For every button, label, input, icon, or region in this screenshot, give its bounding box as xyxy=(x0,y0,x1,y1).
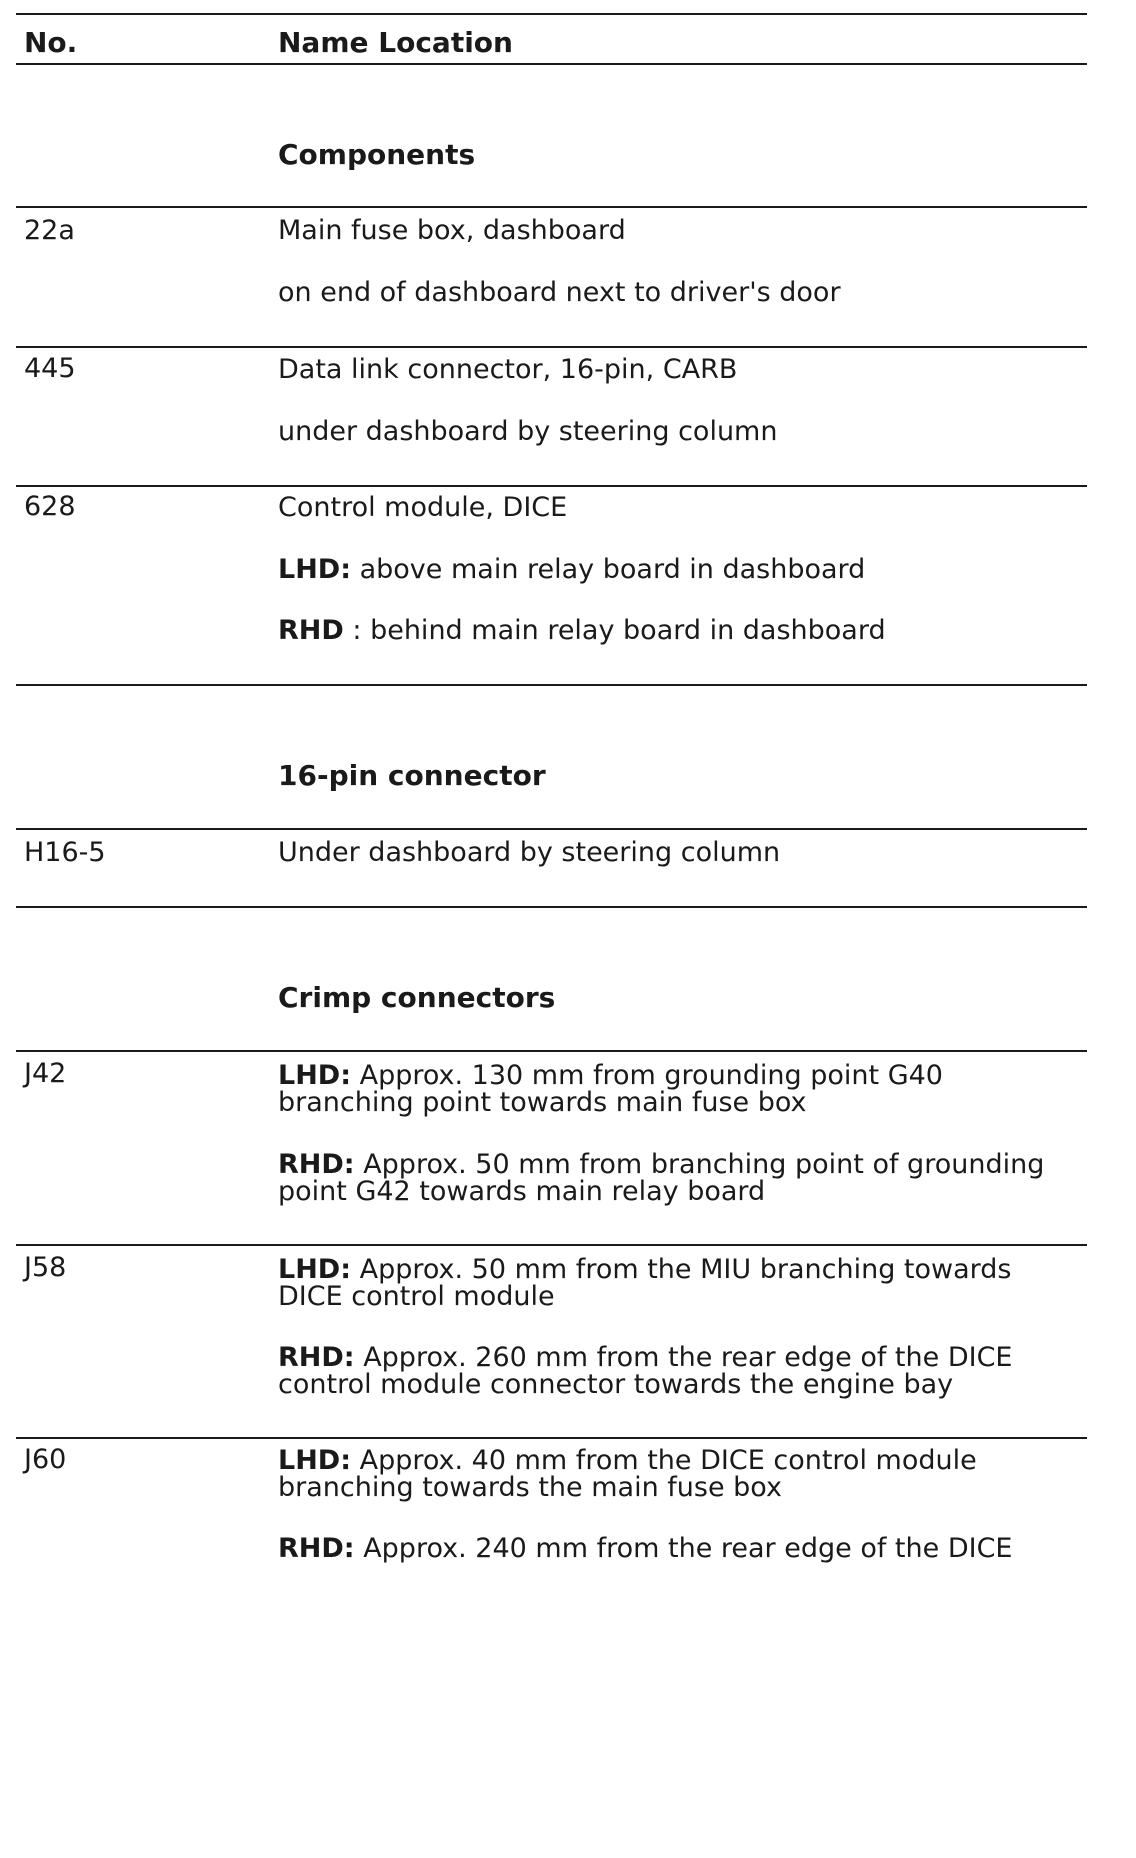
lhd-label: LHD: xyxy=(278,1445,352,1476)
row-location-rhd-cont: control module connector towards the engine bay xyxy=(278,1369,954,1400)
row-location-rhd xyxy=(278,1532,1012,1565)
header-top-rule xyxy=(16,13,1087,15)
row-rule xyxy=(16,206,1087,208)
row-rule xyxy=(16,1050,1087,1052)
col-header-no: No. xyxy=(24,26,78,59)
row-name: Control module, DICE xyxy=(278,492,568,523)
lhd-label: LHD: xyxy=(278,1060,352,1091)
row-location-rhd xyxy=(278,614,886,647)
lhd-text: Approx. 130 mm from grounding point G40 xyxy=(351,1060,943,1091)
row-number: 445 xyxy=(24,353,76,384)
row-number: H16-5 xyxy=(24,837,106,868)
lhd-text: above main relay board in dashboard xyxy=(351,554,866,585)
row-rule xyxy=(16,684,1087,686)
row-location-lhd-cont: DICE control module xyxy=(278,1281,555,1312)
row-location-lhd-cont: branching towards the main fuse box xyxy=(278,1472,782,1503)
rhd-label: RHD: xyxy=(278,1342,355,1373)
row-rule xyxy=(16,828,1087,830)
rhd-text: : behind main relay board in dashboard xyxy=(343,615,886,646)
rhd-text: Approx. 240 mm from the rear edge of the DICE xyxy=(354,1533,1013,1564)
row-location: Under dashboard by steering column xyxy=(278,837,781,868)
row-rule xyxy=(16,1244,1087,1246)
row-location: on end of dashboard next to driver's door xyxy=(278,277,841,308)
row-number: J42 xyxy=(24,1058,67,1089)
header-bottom-rule xyxy=(16,63,1087,65)
row-name: Data link connector, 16-pin, CARB xyxy=(278,354,738,385)
row-number: 628 xyxy=(24,491,76,522)
row-rule xyxy=(16,906,1087,908)
row-rule xyxy=(16,346,1087,348)
col-header-name-location: Name Location xyxy=(278,26,513,59)
row-rule xyxy=(16,1437,1087,1439)
rhd-label: RHD: xyxy=(278,1149,355,1180)
lhd-label: LHD: xyxy=(278,554,352,585)
section-title-crimp-connectors: Crimp connectors xyxy=(278,981,556,1014)
row-location-rhd-cont: point G42 towards main relay board xyxy=(278,1176,766,1207)
lhd-text: Approx. 50 mm from the MIU branching towards xyxy=(351,1254,1012,1285)
row-rule xyxy=(16,485,1087,487)
rhd-text: Approx. 50 mm from branching point of grounding xyxy=(354,1149,1045,1180)
rhd-label: RHD xyxy=(278,615,344,646)
row-number: J60 xyxy=(24,1444,67,1475)
row-number: 22a xyxy=(24,215,75,246)
row-number: J58 xyxy=(24,1252,67,1283)
row-location: under dashboard by steering column xyxy=(278,416,778,447)
lhd-label: LHD: xyxy=(278,1254,352,1285)
rhd-label: RHD: xyxy=(278,1533,355,1564)
row-name: Main fuse box, dashboard xyxy=(278,215,626,246)
rhd-text: Approx. 260 mm from the rear edge of the DICE xyxy=(354,1342,1013,1373)
lhd-text: Approx. 40 mm from the DICE control module xyxy=(351,1445,977,1476)
row-location-lhd-cont: branching point towards main fuse box xyxy=(278,1087,807,1118)
section-title-components: Components xyxy=(278,138,476,171)
section-title-16-pin-connector: 16-pin connector xyxy=(278,759,546,792)
row-location-lhd xyxy=(278,553,865,586)
